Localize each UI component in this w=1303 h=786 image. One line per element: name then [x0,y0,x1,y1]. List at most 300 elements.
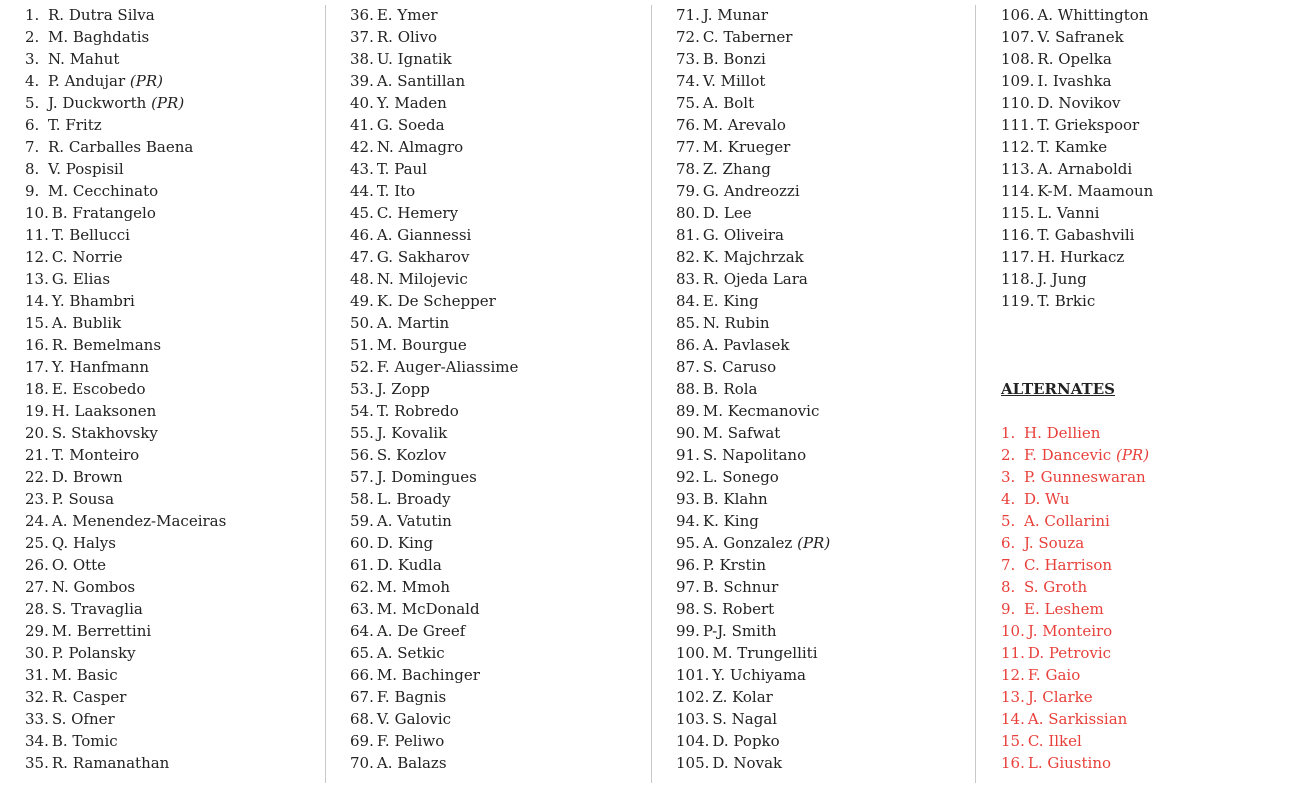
list-item [25,356,226,378]
player-name: Z. Zhang [702,160,771,178]
entry-number: 43. [350,160,374,178]
player-name: E. Leshem [1024,600,1104,618]
player-name: A. Bolt [702,94,755,112]
player-name: R. Dutra Silva [48,6,155,24]
player-name: B. Bonzi [702,50,766,68]
entry-number: 106. [1001,6,1035,24]
list-item [350,576,518,598]
entry-number: 45. [350,204,374,222]
list-item [25,642,226,664]
player-name: P. Polansky [51,644,136,662]
player-name: M. Baghdatis [48,28,150,46]
player-name: F. Peliwo [376,732,445,750]
entry-number: 26. [25,556,49,574]
protected-ranking-note: (PR) [797,534,831,552]
player-name: C. Taberner [702,28,793,46]
list-item [350,752,518,774]
list-item [676,400,830,422]
entry-number: 11. [25,226,49,244]
player-name: S. Nagal [712,710,778,728]
list-item [676,444,830,466]
player-name: B. Schnur [702,578,779,596]
player-name: M. Basic [51,666,118,684]
list-item [676,92,830,114]
player-name: J. Domingues [376,468,477,486]
entry-number: 87. [676,358,700,376]
entry-number: 44. [350,182,374,200]
entry-number: 111. [1001,116,1035,134]
player-name: S. Caruso [702,358,777,376]
entry-number: 41. [350,116,374,134]
list-item [25,620,226,642]
player-name: M. McDonald [376,600,480,618]
entry-number: 18. [25,380,49,398]
entry-number: 53. [350,380,374,398]
entry-number: 5. [1001,512,1016,530]
list-item [350,246,518,268]
entry-list-column-1 [25,4,226,786]
entry-number: 73. [676,50,700,68]
player-name: J. Souza [1024,534,1085,552]
list-item [25,532,226,554]
list-item [25,202,226,224]
list-item [25,92,226,114]
player-name: V. Safranek [1037,28,1124,46]
entry-number: 23. [25,490,49,508]
list-item [1001,466,1149,488]
list-item [676,532,830,554]
entry-number: 115. [1001,204,1035,222]
entry-number: 95. [676,534,700,552]
list-item [350,598,518,620]
player-name: M. Mmoh [376,578,451,596]
entry-number: 83. [676,270,700,288]
entry-number: 16. [1001,754,1025,772]
list-item [1001,510,1149,532]
entry-number: 117. [1001,248,1035,266]
entry-number: 99. [676,622,700,640]
entry-number: 76. [676,116,700,134]
entry-list [350,4,518,774]
list-item [350,510,518,532]
column-divider [975,5,976,783]
entry-number: 31. [25,666,49,684]
list-item [676,510,830,532]
entry-number: 4. [25,72,40,90]
entry-number: 49. [350,292,374,310]
player-name: D. Brown [51,468,123,486]
entry-number: 42. [350,138,374,156]
list-item [350,48,518,70]
list-item [25,488,226,510]
list-item [1001,290,1153,312]
list-item [1001,136,1153,158]
entry-number: 71. [676,6,700,24]
player-name: E. Escobedo [51,380,146,398]
player-name: G. Soeda [376,116,445,134]
list-item [25,48,226,70]
entry-number: 66. [350,666,374,684]
entry-number: 1. [25,6,40,24]
list-item [350,92,518,114]
entry-number: 58. [350,490,374,508]
entry-number: 29. [25,622,49,640]
player-name: D. Kudla [376,556,442,574]
list-item [676,26,830,48]
entry-number: 59. [350,512,374,530]
entry-number: 3. [25,50,40,68]
entry-list [1001,4,1153,312]
list-item [1001,598,1149,620]
entry-number: 107. [1001,28,1035,46]
player-name: H. Laaksonen [51,402,157,420]
player-name: M. Bachinger [376,666,480,684]
player-name: A. Pavlasek [702,336,790,354]
player-name: C. Hemery [376,204,459,222]
entry-number: 52. [350,358,374,376]
list-item [350,730,518,752]
entry-number: 7. [1001,556,1016,574]
list-item [1001,686,1149,708]
entry-number: 77. [676,138,700,156]
entry-number: 47. [350,248,374,266]
player-name: D. King [376,534,434,552]
player-name: D. Novikov [1037,94,1121,112]
player-name: S. Robert [702,600,775,618]
list-item [1001,444,1149,466]
list-item [676,686,830,708]
player-name: R. Casper [51,688,127,706]
list-item [676,246,830,268]
entry-number: 65. [350,644,374,662]
entry-number: 8. [25,160,40,178]
entry-number: 94. [676,512,700,530]
entry-number: 14. [1001,710,1025,728]
entry-list [25,4,226,774]
player-name: L. Broady [376,490,451,508]
player-name: D. Wu [1024,490,1070,508]
player-name: S. Stakhovsky [51,424,158,442]
list-item [25,268,226,290]
list-item [350,224,518,246]
list-item [1001,224,1153,246]
list-item [350,422,518,444]
entry-number: 118. [1001,270,1035,288]
player-name: J. Munar [702,6,769,24]
player-name: A. Collarini [1024,512,1110,530]
player-name: L. Giustino [1027,754,1112,772]
player-name: A. Whittington [1037,6,1149,24]
list-item [350,466,518,488]
player-name: H. Dellien [1024,424,1101,442]
entry-number: 6. [25,116,40,134]
list-item [1001,26,1153,48]
list-item [676,466,830,488]
player-name: E. Ymer [376,6,438,24]
list-item [676,312,830,334]
player-name: R. Bemelmans [51,336,162,354]
entry-number: 91. [676,446,700,464]
list-item [676,4,830,26]
entry-number: 72. [676,28,700,46]
player-name: A. Gonzalez [702,534,793,552]
list-item [25,598,226,620]
column-divider [651,5,652,783]
entry-number: 14. [25,292,49,310]
player-name: M. Trungelliti [712,644,818,662]
entry-number: 3. [1001,468,1016,486]
player-name: D. Novak [712,754,783,772]
entry-number: 105. [676,754,710,772]
list-item [676,158,830,180]
entry-number: 101. [676,666,710,684]
entry-number: 50. [350,314,374,332]
list-item [676,70,830,92]
entry-number: 113. [1001,160,1035,178]
player-name: N. Milojevic [376,270,468,288]
list-item [676,224,830,246]
entry-number: 78. [676,160,700,178]
player-name: A. Santillan [376,72,466,90]
list-item [676,642,830,664]
player-name: F. Auger-Aliassime [376,358,519,376]
player-name: A. Bublik [51,314,122,332]
entry-number: 55. [350,424,374,442]
entry-number: 67. [350,688,374,706]
entry-number: 108. [1001,50,1035,68]
player-name: R. Ojeda Lara [702,270,808,288]
list-item [676,334,830,356]
entry-number: 90. [676,424,700,442]
entry-number: 97. [676,578,700,596]
player-name: V. Millot [702,72,766,90]
list-item [1001,422,1149,444]
list-item [1001,532,1149,554]
list-item [25,114,226,136]
player-name: B. Rola [702,380,758,398]
list-item [676,422,830,444]
entry-number: 81. [676,226,700,244]
list-item [1001,576,1149,598]
list-item [350,70,518,92]
player-name: P. Krstin [702,556,767,574]
player-name: A. Menendez-Maceiras [51,512,227,530]
list-item [676,488,830,510]
player-name: K-M. Maamoun [1037,182,1154,200]
list-item [350,708,518,730]
entry-number: 7. [25,138,40,156]
player-name: H. Hurkacz [1037,248,1125,266]
list-item [676,708,830,730]
player-name: T. Fritz [48,116,102,134]
player-name: M. Cecchinato [48,182,159,200]
entry-number: 19. [25,402,49,420]
entry-number: 64. [350,622,374,640]
alternates-list [1001,422,1149,774]
list-item [676,180,830,202]
entry-number: 88. [676,380,700,398]
entry-number: 5. [25,94,40,112]
player-name: G. Sakharov [376,248,470,266]
player-name: S. Groth [1024,578,1088,596]
list-item [676,664,830,686]
list-item [350,268,518,290]
entry-number: 100. [676,644,710,662]
list-item [25,290,226,312]
player-name: R. Ramanathan [51,754,170,772]
list-item [25,422,226,444]
list-item [350,400,518,422]
player-name: Y. Hanfmann [51,358,150,376]
player-name: J. Duckworth [48,94,147,112]
list-item [1001,246,1153,268]
player-name: A. Giannessi [376,226,472,244]
entry-number: 54. [350,402,374,420]
list-item [350,642,518,664]
list-item [1001,48,1153,70]
player-name: Q. Halys [51,534,116,552]
player-name: P-J. Smith [702,622,777,640]
player-name: J. Kovalik [376,424,448,442]
player-name: R. Opelka [1037,50,1112,68]
entry-number: 82. [676,248,700,266]
player-name: T. Robredo [376,402,459,420]
player-name: N. Mahut [48,50,120,68]
player-name: M. Arevalo [702,116,786,134]
player-name: R. Carballes Baena [48,138,194,156]
player-name: T. Monteiro [51,446,140,464]
list-item [1001,708,1149,730]
player-name: A. Sarkissian [1027,710,1128,728]
player-name: T. Bellucci [51,226,130,244]
player-name: A. Vatutin [376,512,452,530]
player-name: C. Norrie [51,248,123,266]
entry-number: 6. [1001,534,1016,552]
list-item [1001,4,1153,26]
list-item [25,510,226,532]
column-divider [325,5,326,783]
list-item [1001,620,1149,642]
entry-number: 38. [350,50,374,68]
entry-number: 104. [676,732,710,750]
list-item [25,246,226,268]
player-name: M. Bourgue [376,336,467,354]
list-item [676,202,830,224]
entry-number: 40. [350,94,374,112]
entry-number: 11. [1001,644,1025,662]
entry-number: 9. [1001,600,1016,618]
player-name: C. Ilkel [1027,732,1082,750]
entry-number: 21. [25,446,49,464]
entry-number: 46. [350,226,374,244]
player-name: S. Travaglia [51,600,143,618]
list-item [1001,180,1153,202]
player-name: T. Ito [376,182,416,200]
entry-number: 109. [1001,72,1035,90]
entry-number: 16. [25,336,49,354]
entry-number: 8. [1001,578,1016,596]
list-item [1001,664,1149,686]
entry-number: 98. [676,600,700,618]
list-item [25,224,226,246]
player-name: C. Harrison [1024,556,1113,574]
list-item [676,554,830,576]
list-item [25,554,226,576]
entry-number: 25. [25,534,49,552]
player-name: A. Setkic [376,644,445,662]
player-name: N. Almagro [376,138,464,156]
list-item [25,26,226,48]
entry-number: 63. [350,600,374,618]
entry-number: 57. [350,468,374,486]
entry-list [676,4,830,774]
list-item [25,752,226,774]
list-item [676,114,830,136]
entry-number: 13. [25,270,49,288]
alternates-heading: ALTERNATES [1001,380,1115,398]
player-name: A. Arnaboldi [1037,160,1133,178]
list-item [350,356,518,378]
entry-number: 4. [1001,490,1016,508]
player-name: Y. Bhambri [51,292,135,310]
player-name: K. King [702,512,759,530]
entry-number: 80. [676,204,700,222]
player-name: S. Ofner [51,710,115,728]
list-item [1001,202,1153,224]
list-item [350,334,518,356]
player-name: M. Krueger [702,138,791,156]
entry-number: 119. [1001,292,1035,310]
entry-number: 75. [676,94,700,112]
list-item [25,730,226,752]
player-name: P. Gunneswaran [1024,468,1146,486]
entry-number: 1. [1001,424,1016,442]
list-item [1001,554,1149,576]
list-item [1001,752,1149,774]
player-name: D. Popko [712,732,780,750]
player-name: N. Rubin [702,314,770,332]
list-item [25,708,226,730]
player-name: T. Paul [376,160,428,178]
player-name: I. Ivashka [1037,72,1112,90]
list-item [350,114,518,136]
player-name: A. Martin [376,314,450,332]
list-item [350,620,518,642]
player-name: A. De Greef [376,622,466,640]
list-item [1001,642,1149,664]
player-name: J. Monteiro [1027,622,1113,640]
entry-number: 34. [25,732,49,750]
entry-number: 10. [1001,622,1025,640]
player-name: D. Petrovic [1027,644,1112,662]
list-item [676,290,830,312]
player-name: B. Fratangelo [51,204,156,222]
player-name: M. Berrettini [51,622,152,640]
list-item [25,686,226,708]
entry-number: 24. [25,512,49,530]
list-item [350,532,518,554]
list-item [676,378,830,400]
player-name: P. Andujar [48,72,126,90]
list-item [350,312,518,334]
list-item [350,290,518,312]
list-item [25,70,226,92]
entry-number: 28. [25,600,49,618]
list-item [1001,268,1153,290]
player-name: J. Jung [1037,270,1087,288]
entry-number: 15. [1001,732,1025,750]
player-name: T. Griekspoor [1037,116,1140,134]
